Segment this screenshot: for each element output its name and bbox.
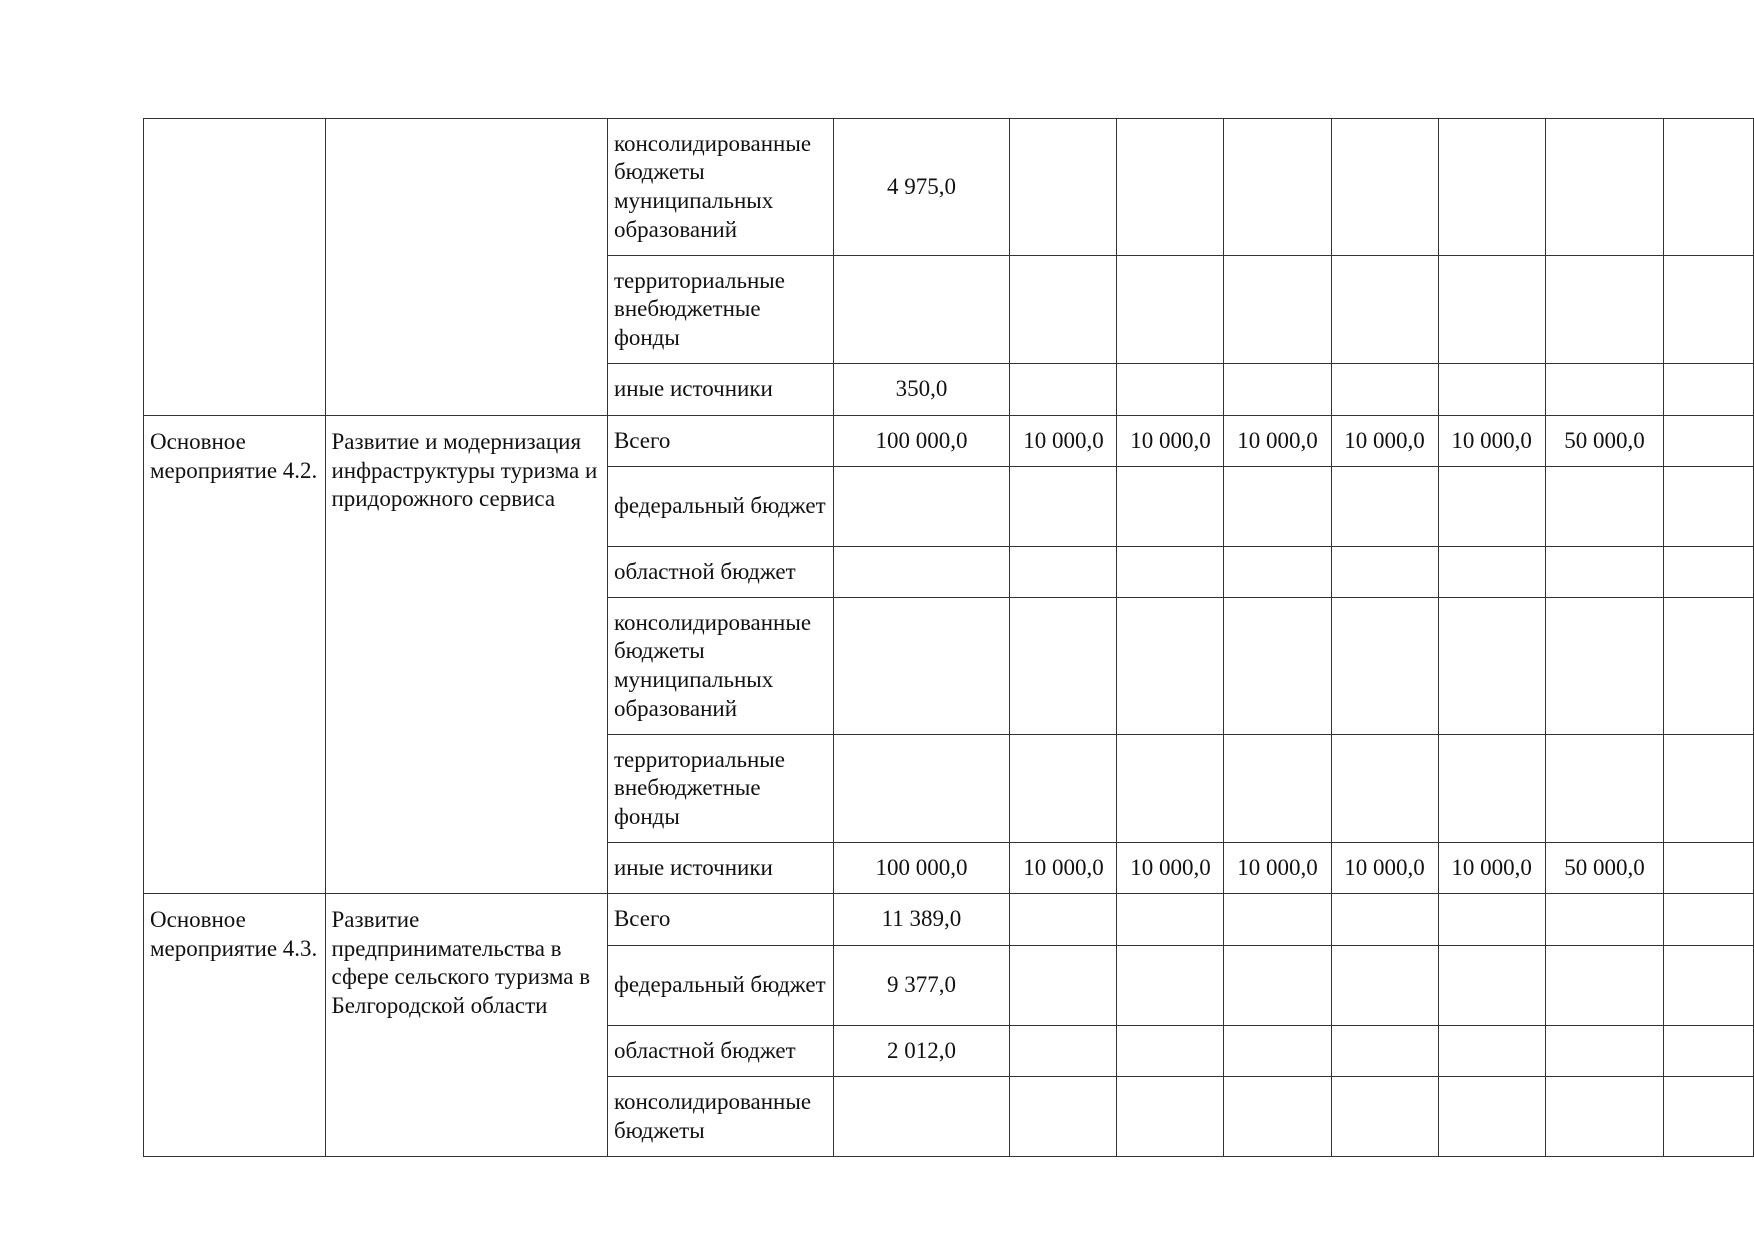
- total-amount-cell: 4 975,0: [833, 119, 1010, 256]
- total-amount-cell: 100 000,0: [833, 416, 1010, 467]
- year-amount-cell: [1664, 1026, 1754, 1077]
- year-amount-cell: [1010, 364, 1117, 416]
- year-amount-cell: 10 000,0: [1224, 843, 1331, 894]
- year-amount-cell: 10 000,0: [1438, 416, 1545, 467]
- year-amount-cell: [1117, 1077, 1224, 1157]
- year-amount-cell: [1664, 547, 1754, 598]
- year-amount-cell: [1224, 1077, 1331, 1157]
- year-amount-cell: [1545, 894, 1664, 946]
- year-amount-cell: [1010, 598, 1117, 735]
- year-amount-cell: [1331, 1077, 1438, 1157]
- table-row: [144, 416, 1754, 467]
- table-body: [144, 119, 1754, 1157]
- year-amount-cell: [1438, 1077, 1545, 1157]
- funding-source-cell: территориальные внебюджетные фонды: [607, 256, 833, 364]
- year-amount-cell: [1545, 1077, 1664, 1157]
- funding-source-cell: областной бюджет: [607, 1026, 833, 1077]
- year-amount-cell: [1010, 735, 1117, 843]
- year-amount-cell: [1224, 1026, 1331, 1077]
- year-amount-cell: [1438, 946, 1545, 1026]
- funding-source-cell: федеральный бюджет: [607, 946, 833, 1026]
- year-amount-cell: [1224, 364, 1331, 416]
- year-amount-cell: [1224, 946, 1331, 1026]
- funding-source-cell: федеральный бюджет: [607, 467, 833, 547]
- year-amount-cell: [1117, 547, 1224, 598]
- year-amount-cell: [1010, 467, 1117, 547]
- year-amount-cell: [1224, 735, 1331, 843]
- year-amount-cell: [1331, 894, 1438, 946]
- year-amount-cell: [1438, 1026, 1545, 1077]
- funding-source-cell: территориальные внебюджетные фонды: [607, 735, 833, 843]
- measure-cell: [144, 119, 326, 416]
- funding-source-cell: Всего: [607, 894, 833, 946]
- year-amount-cell: [1010, 119, 1117, 256]
- year-amount-cell: 10 000,0: [1117, 416, 1224, 467]
- year-amount-cell: [1545, 256, 1664, 364]
- total-amount-cell: [833, 1077, 1010, 1157]
- year-amount-cell: [1545, 946, 1664, 1026]
- year-amount-cell: [1010, 894, 1117, 946]
- table-row: [144, 894, 1754, 946]
- year-amount-cell: [1664, 467, 1754, 547]
- year-amount-cell: [1438, 364, 1545, 416]
- year-amount-cell: [1545, 1026, 1664, 1077]
- year-amount-cell: [1331, 467, 1438, 547]
- total-amount-cell: 9 377,0: [833, 946, 1010, 1026]
- year-amount-cell: [1117, 735, 1224, 843]
- total-amount-cell: 11 389,0: [833, 894, 1010, 946]
- year-amount-cell: [1224, 547, 1331, 598]
- year-amount-cell: [1438, 256, 1545, 364]
- year-amount-cell: [1331, 946, 1438, 1026]
- year-amount-cell: [1224, 119, 1331, 256]
- funding-table: [143, 118, 1754, 1157]
- year-amount-cell: [1117, 946, 1224, 1026]
- year-amount-cell: [1010, 1077, 1117, 1157]
- year-amount-cell: [1545, 119, 1664, 256]
- measure-name-cell: [325, 119, 607, 416]
- year-amount-cell: 10 000,0: [1438, 843, 1545, 894]
- year-amount-cell: [1664, 843, 1754, 894]
- year-amount-cell: [1545, 467, 1664, 547]
- year-amount-cell: [1664, 946, 1754, 1026]
- year-amount-cell: [1010, 1026, 1117, 1077]
- funding-source-cell: Всего: [607, 416, 833, 467]
- total-amount-cell: 100 000,0: [833, 843, 1010, 894]
- year-amount-cell: [1438, 119, 1545, 256]
- total-amount-cell: 350,0: [833, 364, 1010, 416]
- year-amount-cell: [1010, 946, 1117, 1026]
- year-amount-cell: [1224, 598, 1331, 735]
- year-amount-cell: [1331, 735, 1438, 843]
- total-amount-cell: [833, 598, 1010, 735]
- year-amount-cell: [1010, 256, 1117, 364]
- year-amount-cell: [1438, 547, 1545, 598]
- year-amount-cell: [1664, 1077, 1754, 1157]
- year-amount-cell: [1224, 467, 1331, 547]
- year-amount-cell: [1331, 256, 1438, 364]
- total-amount-cell: [833, 256, 1010, 364]
- year-amount-cell: [1331, 119, 1438, 256]
- measure-name-cell: Развитие и модернизация инфраструктуры туризма и придорожного сервиса: [325, 416, 607, 894]
- funding-source-cell: консолидированные бюджеты: [607, 1077, 833, 1157]
- year-amount-cell: [1664, 598, 1754, 735]
- total-amount-cell: [833, 467, 1010, 547]
- year-amount-cell: 10 000,0: [1331, 843, 1438, 894]
- measure-cell: Основное мероприятие 4.3.: [144, 894, 326, 1157]
- year-amount-cell: [1664, 256, 1754, 364]
- measure-name-cell: Развитие предпринимательства в сфере сельского туризма в Белгородской области: [325, 894, 607, 1157]
- year-amount-cell: [1331, 364, 1438, 416]
- year-amount-cell: [1664, 735, 1754, 843]
- total-amount-cell: 2 012,0: [833, 1026, 1010, 1077]
- year-amount-cell: [1331, 547, 1438, 598]
- year-amount-cell: 50 000,0: [1545, 416, 1664, 467]
- funding-source-cell: иные источники: [607, 843, 833, 894]
- year-amount-cell: [1117, 598, 1224, 735]
- year-amount-cell: [1438, 894, 1545, 946]
- year-amount-cell: [1664, 416, 1754, 467]
- year-amount-cell: [1664, 894, 1754, 946]
- year-amount-cell: [1010, 547, 1117, 598]
- year-amount-cell: [1224, 894, 1331, 946]
- year-amount-cell: [1664, 119, 1754, 256]
- year-amount-cell: [1545, 364, 1664, 416]
- year-amount-cell: 10 000,0: [1010, 843, 1117, 894]
- year-amount-cell: [1224, 256, 1331, 364]
- year-amount-cell: [1545, 735, 1664, 843]
- funding-source-cell: консолидированные бюджеты муниципальных образований: [607, 598, 833, 735]
- year-amount-cell: [1664, 364, 1754, 416]
- year-amount-cell: [1117, 467, 1224, 547]
- year-amount-cell: [1438, 598, 1545, 735]
- year-amount-cell: [1438, 735, 1545, 843]
- funding-source-cell: областной бюджет: [607, 547, 833, 598]
- year-amount-cell: [1117, 894, 1224, 946]
- year-amount-cell: 10 000,0: [1224, 416, 1331, 467]
- year-amount-cell: [1117, 256, 1224, 364]
- year-amount-cell: 10 000,0: [1010, 416, 1117, 467]
- total-amount-cell: [833, 735, 1010, 843]
- year-amount-cell: [1331, 598, 1438, 735]
- year-amount-cell: 50 000,0: [1545, 843, 1664, 894]
- year-amount-cell: 10 000,0: [1117, 843, 1224, 894]
- year-amount-cell: [1331, 1026, 1438, 1077]
- funding-source-cell: иные источники: [607, 364, 833, 416]
- table-row: [144, 119, 1754, 256]
- year-amount-cell: [1545, 547, 1664, 598]
- year-amount-cell: [1117, 364, 1224, 416]
- measure-cell: Основное мероприятие 4.2.: [144, 416, 326, 894]
- year-amount-cell: [1117, 119, 1224, 256]
- total-amount-cell: [833, 547, 1010, 598]
- year-amount-cell: [1545, 598, 1664, 735]
- year-amount-cell: [1117, 1026, 1224, 1077]
- funding-source-cell: консолидированные бюджеты муниципальных образований: [607, 119, 833, 256]
- year-amount-cell: [1438, 467, 1545, 547]
- year-amount-cell: 10 000,0: [1331, 416, 1438, 467]
